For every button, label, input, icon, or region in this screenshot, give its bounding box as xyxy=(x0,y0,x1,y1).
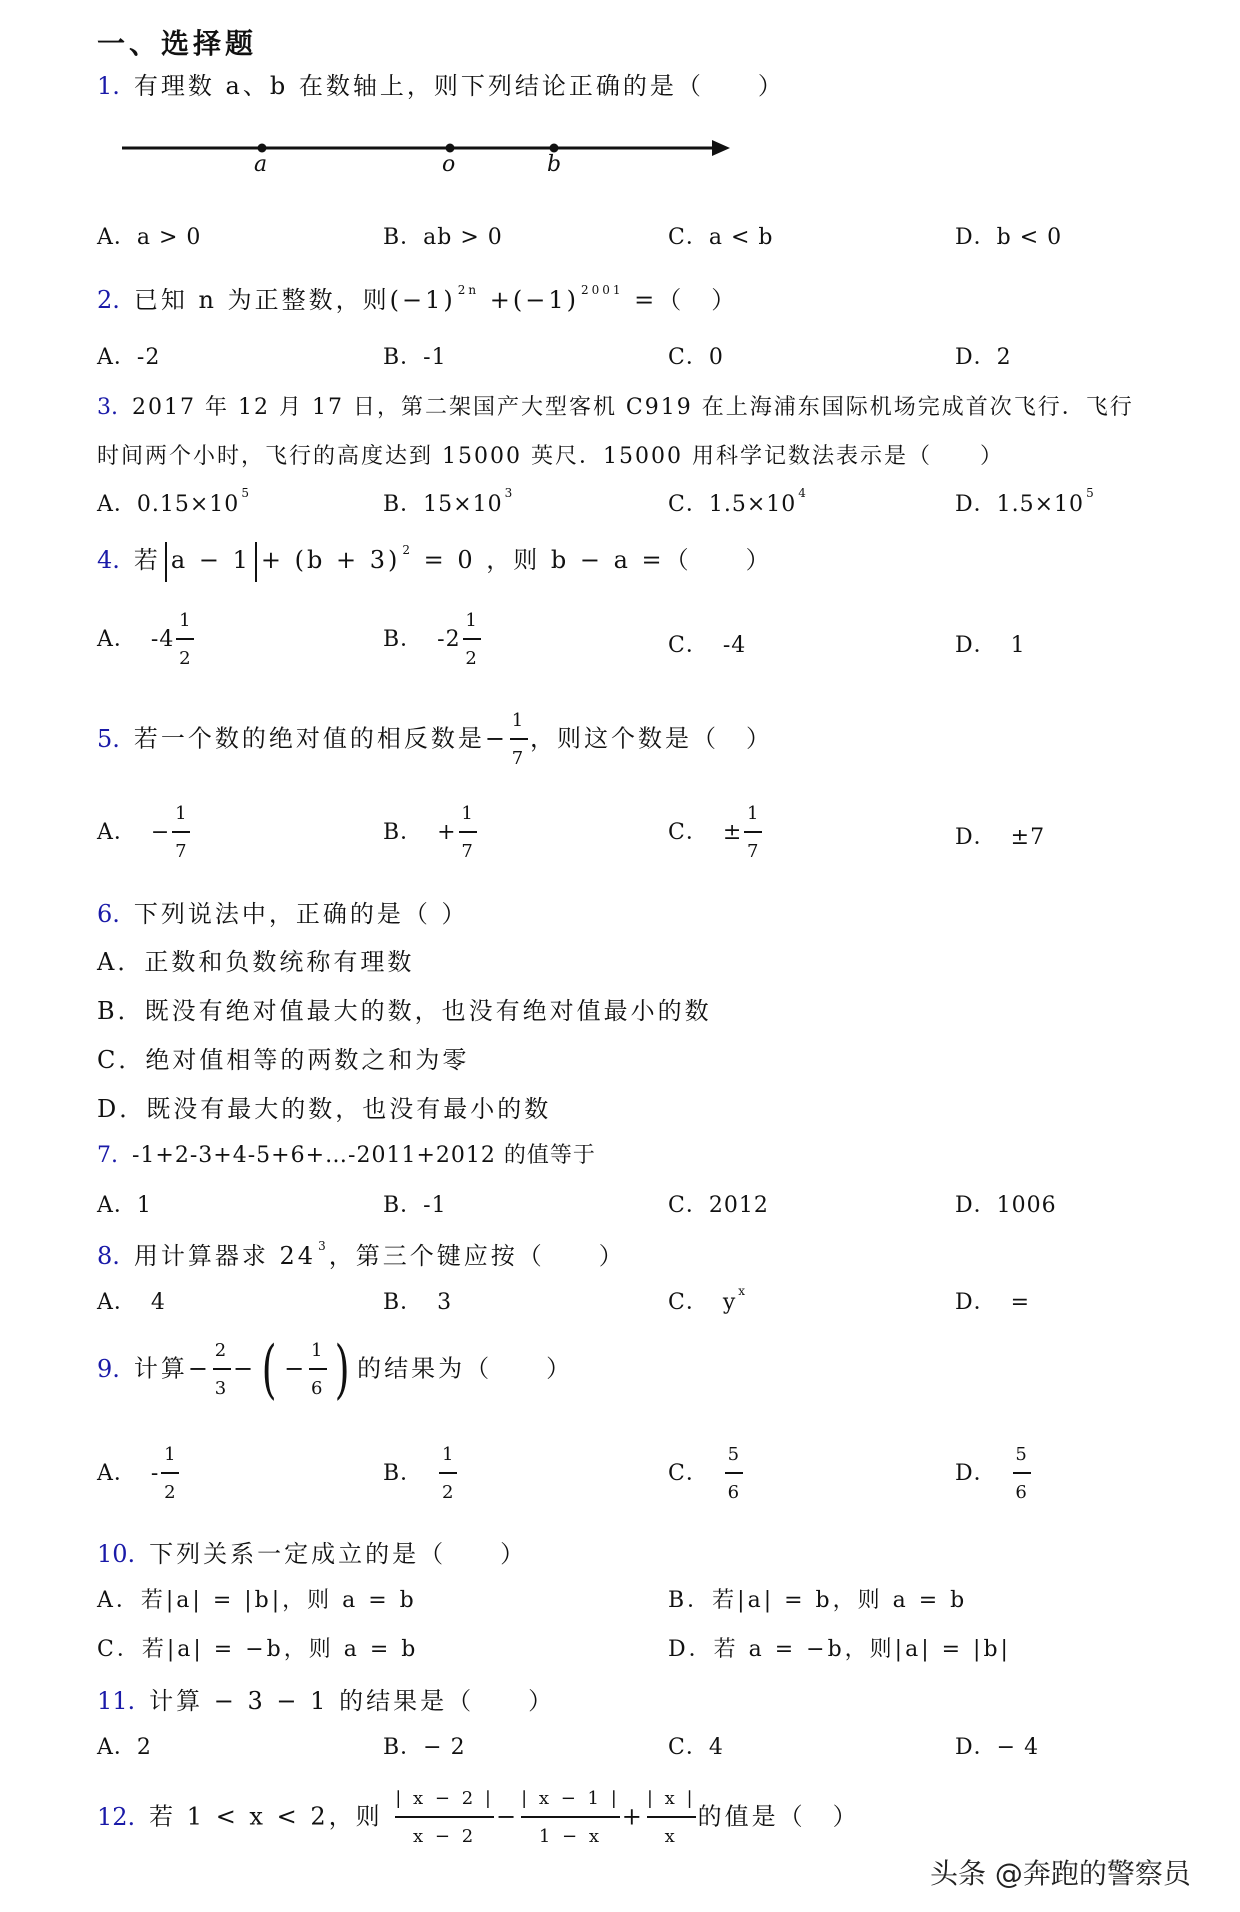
point-label-b: b xyxy=(547,152,562,177)
option-value: 1 xyxy=(1010,633,1026,658)
option-a[interactable]: A．-2 xyxy=(97,345,161,370)
watermark: 头条 @奔跑的警察员 xyxy=(930,1857,1191,1890)
option-a[interactable] xyxy=(97,487,250,518)
right-paren: ) xyxy=(334,1333,352,1407)
exponent: 2n xyxy=(457,283,480,297)
question-number: 12. xyxy=(97,1802,136,1831)
denominator: 2 xyxy=(441,1482,455,1503)
option-c[interactable] xyxy=(668,805,764,861)
question-number: 3. xyxy=(97,395,118,420)
question-number: 7. xyxy=(97,1143,118,1168)
exponent: 3 xyxy=(504,486,514,500)
denominator: 2 xyxy=(179,648,192,669)
numerator: | x − 2 | xyxy=(395,1788,494,1809)
question-text-end: ，第三个键应按（ ） xyxy=(328,1242,626,1270)
exponent: 5 xyxy=(1086,486,1095,500)
option-a[interactable] xyxy=(97,1285,166,1316)
option-d[interactable] xyxy=(955,628,1026,659)
option-d[interactable] xyxy=(955,820,1045,851)
question-number: 1. xyxy=(97,72,120,100)
numerator: 1 xyxy=(465,610,478,631)
option-d[interactable] xyxy=(955,487,1095,518)
fraction xyxy=(521,1790,620,1846)
denominator: 2 xyxy=(164,1482,177,1503)
option-b[interactable]: B．-1 xyxy=(383,1193,447,1218)
question-text: 已知 n 为正整数，则 xyxy=(133,286,390,314)
option-d[interactable]: D．2 xyxy=(955,345,1012,370)
option-c[interactable] xyxy=(668,1446,745,1502)
plus-sign: + xyxy=(621,1802,645,1831)
option-c[interactable]: C．若|a| = −b，则 a = b xyxy=(97,1637,419,1662)
option-b[interactable] xyxy=(383,805,479,861)
question-8 xyxy=(97,1236,626,1271)
point-label-a: a xyxy=(254,152,268,177)
fraction xyxy=(213,1342,231,1398)
question-text: 下列说法中，正确的是（ ） xyxy=(133,900,469,928)
option-d[interactable]: D．b < 0 xyxy=(955,225,1063,250)
option-label: B． xyxy=(383,492,424,517)
option-a[interactable] xyxy=(97,1446,181,1502)
option-value: 15×10 xyxy=(423,492,503,517)
plus-sign: + xyxy=(489,286,513,314)
fraction xyxy=(161,1446,179,1502)
question-4 xyxy=(97,540,773,582)
option-d[interactable]: D．− 4 xyxy=(955,1735,1040,1760)
option-a[interactable]: A．a > 0 xyxy=(97,225,202,250)
numerator: 5 xyxy=(1015,1444,1028,1465)
question-number: 2. xyxy=(97,286,120,314)
sign: − xyxy=(150,820,171,845)
section-title: 一、选择题 xyxy=(97,27,258,60)
number-line-diagram xyxy=(122,136,732,186)
numerator: 5 xyxy=(727,1444,741,1465)
question-text: -1+2-3+4-5+6+…-2011+2012 的值等于 xyxy=(132,1143,596,1168)
question-1 xyxy=(97,66,785,101)
denominator: 2 xyxy=(465,648,478,669)
numerator: 2 xyxy=(214,1340,230,1361)
option-value: 0.15×10 xyxy=(136,492,240,517)
option-c[interactable]: C．绝对值相等的两数之和为零 xyxy=(97,1046,470,1074)
fraction xyxy=(309,1342,327,1398)
question-number: 5. xyxy=(97,724,120,753)
numerator: 1 xyxy=(747,803,760,824)
left-paren: ( xyxy=(261,1333,279,1407)
question-10 xyxy=(97,1534,527,1569)
option-d[interactable] xyxy=(955,1285,1030,1316)
numerator: 1 xyxy=(310,1340,326,1361)
question-3 xyxy=(97,390,1134,421)
option-c[interactable]: C．2012 xyxy=(668,1193,769,1218)
option-label: D． xyxy=(955,1290,997,1315)
sign: + xyxy=(437,820,457,845)
option-value: ±7 xyxy=(1010,825,1046,850)
option-b[interactable] xyxy=(383,1285,452,1316)
question-5 xyxy=(97,712,773,768)
fraction xyxy=(647,1790,696,1846)
minus-sign: − xyxy=(484,724,509,753)
option-b[interactable]: B．若|a| = b，则 a = b xyxy=(668,1588,968,1613)
numerator: 1 xyxy=(179,610,192,631)
option-label: D． xyxy=(955,1461,997,1486)
exponent: 5 xyxy=(241,486,250,500)
question-6 xyxy=(97,894,469,929)
denominator: 3 xyxy=(214,1378,230,1399)
denominator: x − 2 xyxy=(413,1826,477,1847)
question-text-line1: 2017 年 12 月 17 日，第二架国产大型客机 C919 在上海浦东国际机场完成首次飞行．飞行 xyxy=(132,395,1134,420)
minus-sign: − xyxy=(284,1354,308,1383)
question-3-line2: 时间两个小时，飞行的高度达到 15000 英尺．15000 用科学记数法表示是（ ） xyxy=(97,444,1004,469)
option-d[interactable] xyxy=(955,1446,1033,1502)
option-d[interactable]: D．1006 xyxy=(955,1193,1057,1218)
option-b[interactable]: B．− 2 xyxy=(383,1735,466,1760)
denominator: 6 xyxy=(1015,1482,1028,1503)
question-text: 计算 − 3 − 1 的结果是（ ） xyxy=(149,1687,556,1715)
option-label: C． xyxy=(668,820,709,845)
option-label: C． xyxy=(668,633,709,658)
denominator: 7 xyxy=(511,748,527,769)
exponent: 2 xyxy=(402,543,413,557)
question-number: 11. xyxy=(97,1687,136,1715)
question-text: 若一个数的绝对值的相反数是 xyxy=(133,724,485,753)
option-a[interactable] xyxy=(97,805,192,861)
fraction xyxy=(725,1446,743,1502)
option-label: D． xyxy=(955,492,997,517)
option-label: C． xyxy=(668,1461,709,1486)
option-value: 3 xyxy=(437,1290,453,1315)
fraction xyxy=(459,805,477,861)
fraction xyxy=(176,612,194,668)
option-c[interactable] xyxy=(668,1285,746,1316)
option-c[interactable] xyxy=(668,628,746,659)
question-2 xyxy=(97,280,738,315)
numerator: 1 xyxy=(164,1444,177,1465)
question-number: 9. xyxy=(97,1354,120,1383)
fraction xyxy=(439,1446,457,1502)
option-b[interactable]: B．ab > 0 xyxy=(383,225,503,250)
minus-sign: − xyxy=(495,1802,520,1831)
question-text: 若 1 < x < 2，则 xyxy=(149,1802,383,1831)
option-b[interactable]: B．-1 xyxy=(383,345,447,370)
numerator: | x | xyxy=(646,1788,696,1809)
denominator: 6 xyxy=(727,1482,741,1503)
abs-bar-right xyxy=(255,542,257,582)
option-label: A． xyxy=(97,820,137,845)
option-b[interactable] xyxy=(383,1446,459,1502)
denominator: 7 xyxy=(747,841,760,862)
option-d[interactable]: D．既没有最大的数，也没有最小的数 xyxy=(97,1095,552,1123)
option-label: A． xyxy=(97,1290,137,1315)
denominator: x xyxy=(664,1826,678,1847)
whole-part: -2 xyxy=(437,627,461,652)
numerator: 1 xyxy=(461,803,474,824)
option-c[interactable]: C．0 xyxy=(668,345,724,370)
option-label: C． xyxy=(668,492,709,517)
question-9 xyxy=(97,1333,574,1407)
option-value: 1.5×10 xyxy=(708,492,797,517)
math-expr: (−1) xyxy=(512,286,579,314)
numerator: | x − 1 | xyxy=(521,1788,620,1809)
question-text: 计算 xyxy=(133,1354,188,1383)
question-text: 若 xyxy=(133,546,161,574)
fraction xyxy=(172,805,190,861)
point-label-o: o xyxy=(442,152,456,177)
option-label: A． xyxy=(97,627,137,652)
question-7 xyxy=(97,1138,596,1169)
option-value: 1.5×10 xyxy=(996,492,1085,517)
question-text-end: 的结果为（ ） xyxy=(357,1354,574,1383)
exponent: 4 xyxy=(798,486,807,500)
question-text: 用计算器求 24 xyxy=(133,1242,317,1270)
question-text: 下列关系一定成立的是（ ） xyxy=(149,1540,528,1568)
exponent: 3 xyxy=(318,1239,329,1253)
option-label: B． xyxy=(383,820,424,845)
option-label: B． xyxy=(383,1290,424,1315)
numerator: 1 xyxy=(441,1444,455,1465)
denominator: 7 xyxy=(175,841,188,862)
denominator: 1 − x xyxy=(538,1826,602,1847)
fraction xyxy=(463,612,481,668)
question-number: 10. xyxy=(97,1540,136,1568)
option-value: -4 xyxy=(722,633,747,658)
option-label: D． xyxy=(955,633,997,658)
sign: ± xyxy=(722,820,743,845)
question-11 xyxy=(97,1681,555,1716)
minus-sign: − xyxy=(187,1354,212,1383)
option-value: y xyxy=(722,1290,737,1315)
minus-sign: − xyxy=(233,1354,257,1383)
option-a[interactable]: A．若|a| = |b|，则 a = b xyxy=(97,1588,417,1613)
denominator: 7 xyxy=(461,841,474,862)
option-value: = xyxy=(1010,1290,1031,1315)
question-number: 6. xyxy=(97,900,120,928)
option-a[interactable]: A．2 xyxy=(97,1735,152,1760)
number-line-icon xyxy=(122,136,732,186)
question-text-end: ，则这个数是（ ） xyxy=(530,724,774,753)
exponent: x xyxy=(738,1284,747,1298)
option-a[interactable]: A．正数和负数统称有理数 xyxy=(97,948,415,976)
option-c[interactable] xyxy=(668,487,807,518)
option-label: B． xyxy=(383,627,424,652)
option-b[interactable]: B．既没有绝对值最大的数，也没有绝对值最小的数 xyxy=(97,997,712,1025)
math-expr: (−1) xyxy=(389,286,456,314)
fraction xyxy=(1013,1446,1031,1502)
option-b[interactable] xyxy=(383,487,513,518)
option-c[interactable]: C．a < b xyxy=(668,225,774,250)
question-text-end: 的值是（ ） xyxy=(697,1802,860,1831)
numerator: 1 xyxy=(175,803,188,824)
math-expr: + (b + 3) xyxy=(260,546,401,574)
option-label: A． xyxy=(97,492,137,517)
option-label: C． xyxy=(668,1290,709,1315)
option-a[interactable] xyxy=(97,612,196,668)
abs-bar-left xyxy=(165,542,167,582)
question-number: 8. xyxy=(97,1242,120,1270)
option-c[interactable]: C．4 xyxy=(668,1735,724,1760)
question-text-end: = 0 ，则 b − a =（ ） xyxy=(423,546,773,574)
option-label: D． xyxy=(955,825,997,850)
option-d[interactable]: D．若 a = −b，则|a| = |b| xyxy=(668,1637,1011,1662)
sign: - xyxy=(150,1461,160,1486)
fraction xyxy=(510,712,528,768)
option-value: 4 xyxy=(150,1290,166,1315)
abs-inner: a − 1 xyxy=(170,546,251,574)
option-b[interactable] xyxy=(383,612,483,668)
numerator: 1 xyxy=(511,710,527,731)
option-a[interactable]: A．1 xyxy=(97,1193,152,1218)
denominator: 6 xyxy=(310,1378,326,1399)
question-text: 有理数 a、b 在数轴上，则下列结论正确的是（ ） xyxy=(133,72,785,100)
fraction xyxy=(744,805,762,861)
question-12 xyxy=(97,1790,860,1846)
whole-part: -4 xyxy=(150,627,175,652)
question-text-end: =（ ） xyxy=(634,286,739,314)
option-label: A． xyxy=(97,1461,137,1486)
option-label: B． xyxy=(383,1461,424,1486)
exponent: 2001 xyxy=(580,283,624,297)
question-number: 4. xyxy=(97,546,120,574)
fraction xyxy=(395,1790,494,1846)
